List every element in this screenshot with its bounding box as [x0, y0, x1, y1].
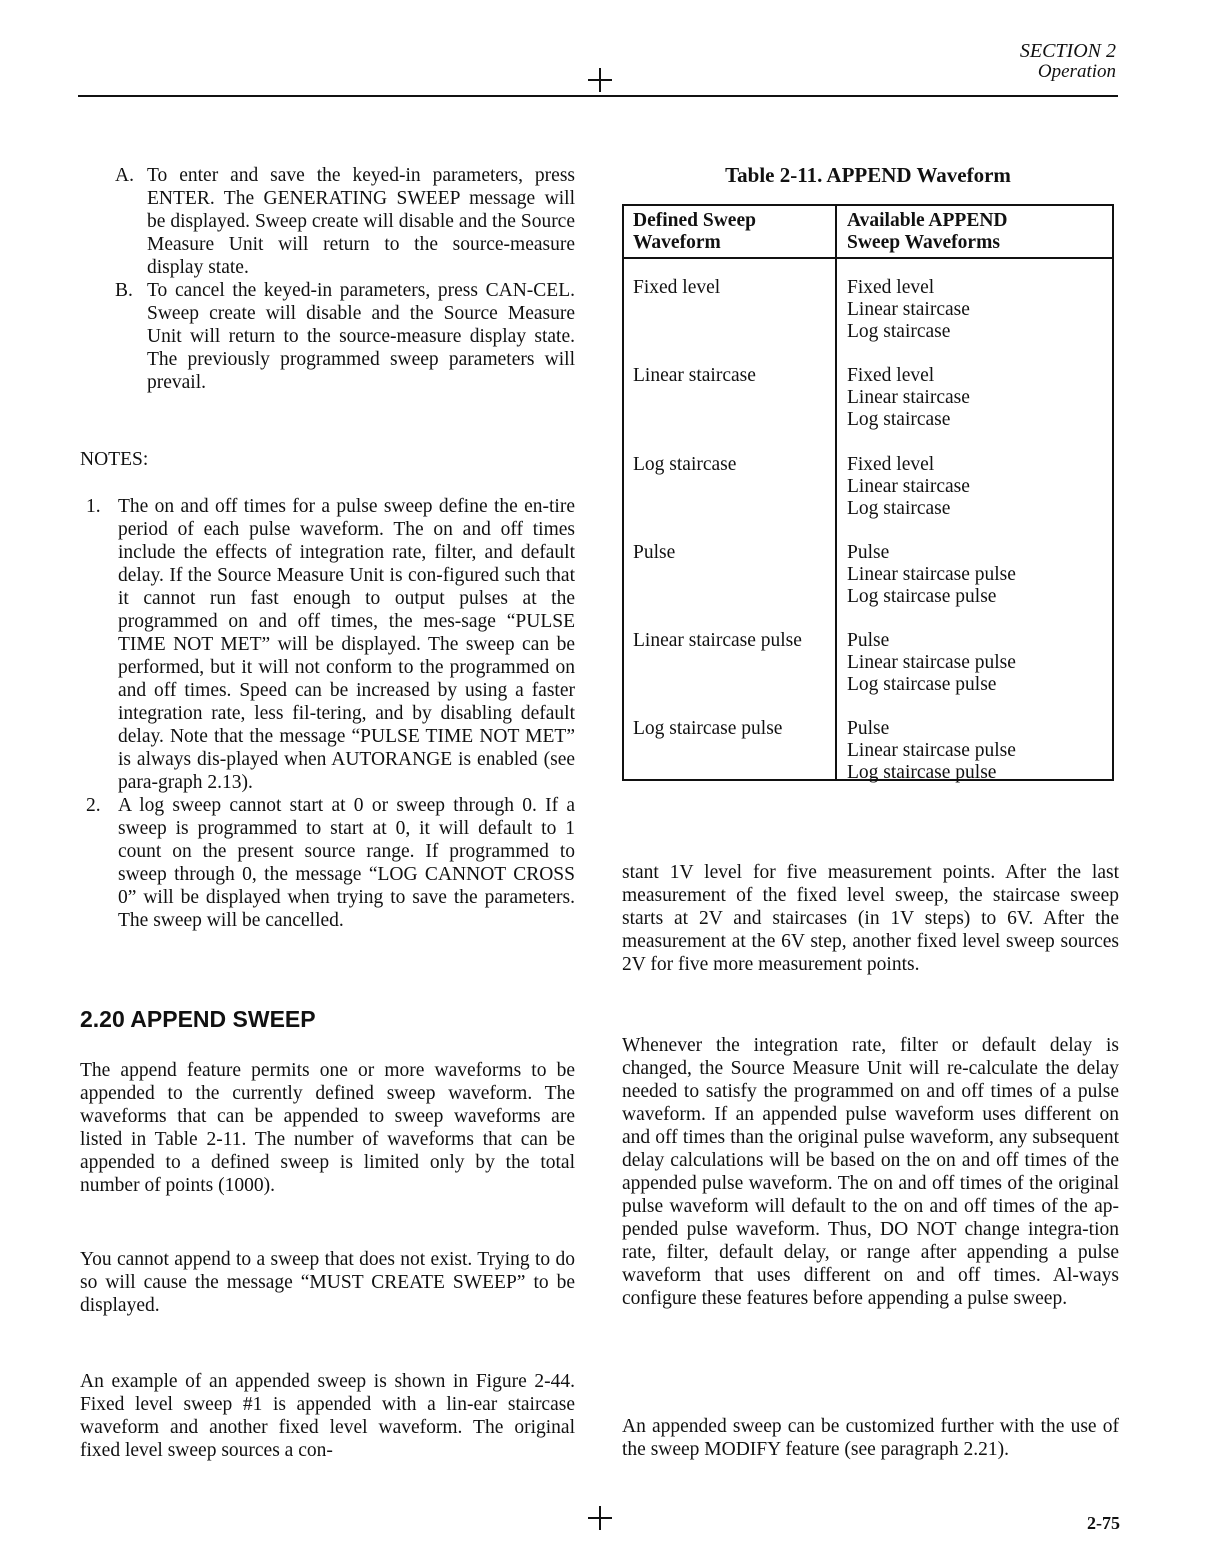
table-cell-defined: Pulse [633, 542, 676, 563]
table-cell-available: Fixed level Linear staircase Log staircase [847, 454, 970, 519]
list-item-text: To enter and save the keyed-in parameters, press ENTER. The GENERATING SWEEP message will be displayed. Sweep create will disable and the Source Measure Unit will return to the source-measure display state. [147, 165, 575, 278]
notes-heading: NOTES: [80, 449, 149, 470]
notes-list [86, 495, 575, 932]
lettered-list [115, 164, 575, 394]
body-paragraph: You cannot append to a sweep that does not exist. Trying to do so will cause the message “MUST CREATE SWEEP” to be displayed. [80, 1249, 575, 1316]
list-item-label: A. [115, 165, 134, 186]
section-heading: 2.20 APPEND SWEEP [80, 1006, 316, 1032]
table-cell-available: Pulse Linear staircase pulse Log staircase pulse [847, 630, 1016, 695]
append-waveform-table [622, 204, 1114, 781]
table-title: Table 2-11. APPEND Waveform [725, 163, 1011, 187]
table-cell-available: Pulse Linear staircase pulse Log staircase pulse [847, 542, 1016, 607]
note-text: The on and off times for a pulse sweep define the en-tire period of each pulse waveform. The on and off times include the effects of integration rate, filter, and default delay. If the Source Measure Unit is con-figured such that it cannot run fast enough to output pulses at the programmed on and off times, the mes-sage “PULSE TIME NOT MET” will be displayed. The sweep can be performed, but it will not conform to the programmed on and off times. Speed can be increased by using a faster integration rate, less fil-tering, and by disabling default delay. Note that the message “PULSE TIME NOT MET” is always dis-played when AUTORANGE is enabled (see para-graph 2.13). [118, 496, 575, 793]
list-item-label: B. [115, 280, 133, 301]
body-paragraph: stant 1V level for five measurement points. After the last measurement of the fixed level sweep, the staircase sweep starts at 2V and staircases (in 1V steps) to 6V. After the measurement at the 6V step, another fixed level sweep sources 2V for five more measurement points. [622, 862, 1119, 975]
registration-mark-bottom [588, 1506, 612, 1530]
header-rule [78, 95, 1118, 97]
body-paragraph: An example of an appended sweep is shown in Figure 2-44. Fixed level sweep #1 is appended with a lin-ear staircase waveform and another fixed level waveform. The original fixed level sweep sources a con- [80, 1371, 575, 1461]
body-paragraph: The append feature permits one or more waveforms to be appended to the currently defined sweep waveform. The waveforms that can be appended to sweep waveforms are listed in Table 2-11. The number of waveforms that can be appended to a defined sweep is limited only by the total number of points (1000). [80, 1060, 575, 1196]
body-paragraph: An appended sweep can be customized further with the use of the sweep MODIFY feature (see paragraph 2.21). [622, 1416, 1119, 1460]
list-item [115, 164, 575, 279]
list-item [115, 279, 575, 394]
note-label: 1. [86, 496, 101, 517]
registration-mark-top [588, 68, 612, 92]
table-header-available: Available APPEND Sweep Waveforms [847, 210, 1008, 253]
table-cell-defined: Fixed level [633, 277, 721, 298]
list-item-text: To cancel the keyed-in parameters, press CAN-CEL. Sweep create will disable and the Source Measure Unit will return to the source-measure display state. The previously programmed sweep parameters will prevail. [147, 280, 575, 393]
note-item [86, 794, 575, 932]
table-cell-available: Fixed level Linear staircase Log staircase [847, 277, 970, 342]
table-cell-available: Pulse Linear staircase pulse Log staircase pulse [847, 718, 1016, 783]
body-paragraph: Whenever the integration rate, filter or default delay is changed, the Source Measure Unit will re-calculate the delay needed to satisfy the programmed on and off times of a pulse waveform. If an appended pulse waveform uses different on and off times than the original pulse waveform, any subsequent delay calculations will be based on the on and off times of the appended pulse waveform. The on and off times of the original pulse waveform will default to the on and off times of the ap-pended pulse waveform. Thus, DO NOT change integra-tion rate, filter, default delay, or range after appending a pulse waveform that uses different on and off times. Al-ways configure these features before appending a pulse sweep. [622, 1035, 1119, 1309]
note-text: A log sweep cannot start at 0 or sweep through 0. If a sweep is programmed to start at 0, it will default to 1 count on the present source range. If programmed to sweep through 0, the message “LOG CANNOT CROSS 0” will be displayed when trying to save the parameters. The sweep will be cancelled. [118, 795, 575, 931]
table-cell-defined: Log staircase pulse [633, 718, 783, 739]
note-label: 2. [86, 795, 101, 816]
section-label: SECTION 2 [1019, 40, 1116, 62]
table-column-divider [835, 206, 837, 779]
note-item [86, 495, 575, 794]
table-cell-defined: Log staircase [633, 454, 737, 475]
table-cell-defined: Linear staircase [633, 365, 756, 386]
table-cell-available: Fixed level Linear staircase Log staircase [847, 365, 970, 430]
page-number: 2-75 [1087, 1513, 1120, 1533]
section-subtitle: Operation [1037, 61, 1116, 82]
table-header-divider [624, 257, 1112, 259]
table-cell-defined: Linear staircase pulse [633, 630, 802, 651]
table-header-defined: Defined Sweep Waveform [633, 210, 756, 253]
